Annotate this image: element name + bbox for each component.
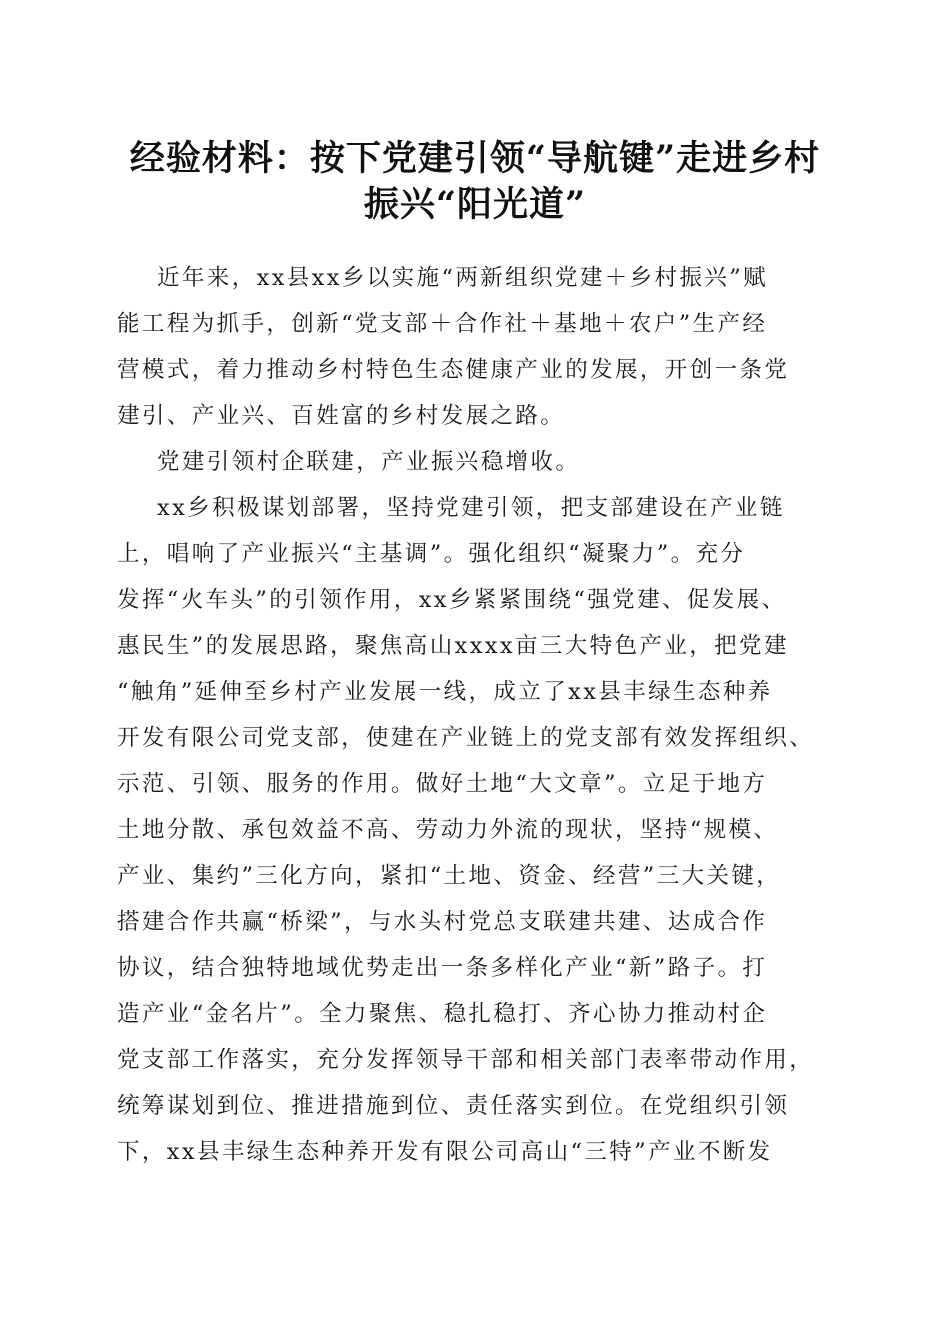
body-line: 产业、集约”三化方向，紧扣“土地、资金、经营”三大关键，	[117, 863, 782, 889]
body-line: 搭建合作共赢“桥梁”，与水头村党总支联建共建、达成合作	[117, 909, 768, 935]
body-line: 营模式，着力推动乡村特色生态健康产业的发展，开创一条党	[117, 357, 790, 383]
body-line: xx乡积极谋划部署，坚持党建引领，把支部建设在产业链	[157, 495, 785, 521]
body-line: 开发有限公司党支部，使建在产业链上的党支部有效发挥组织、	[117, 725, 815, 751]
page-title	[100, 136, 850, 228]
body-line: 下，xx县丰绿生态种养开发有限公司高山“三特”产业不断发	[117, 1139, 773, 1165]
body-line: 示范、引领、服务的作用。做好土地“大文章”。立足于地方	[117, 771, 768, 797]
body-line: 土地分散、承包效益不高、劳动力外流的现状，坚持“规模、	[117, 817, 779, 843]
body-line: “触角”延伸至乡村产业发展一线，成立了xx县丰绿生态种养	[117, 679, 773, 705]
body-line: 建引、产业兴、百姓富的乡村发展之路。	[117, 403, 566, 429]
body-line: 近年来，xx县xx乡以实施“两新组织党建＋乡村振兴”赋	[157, 265, 769, 291]
body-line: 造产业“金名片”。全力聚焦、稳扎稳打、齐心协力推动村企	[117, 1001, 768, 1027]
body-line: 党支部工作落实，充分发挥领导干部和相关部门表率带动作用，	[117, 1047, 815, 1073]
body-line: 发挥“火车头”的引领作用，xx乡紧紧围绕“强党建、促发展、	[117, 587, 787, 613]
section-heading: 党建引领村企联建，产业振兴稳增收。	[157, 449, 581, 475]
body-line: 协议，结合独特地域优势走出一条多样化产业“新”路子。打	[117, 955, 768, 981]
title-line-1: 经验材料：按下党建引领“导航键”走进乡村	[129, 138, 821, 179]
body-line: 上，唱响了产业振兴“主基调”。强化组织“凝聚力”。充分	[117, 541, 746, 567]
body-line: 统筹谋划到位、推进措施到位、责任落实到位。在党组织引领	[117, 1093, 790, 1119]
document-body	[117, 255, 832, 1175]
body-line: 惠民生”的发展思路，聚焦高山xxxx亩三大特色产业，把党建	[117, 633, 789, 659]
title-line-2: 振兴“阳光道”	[363, 184, 587, 225]
body-line: 能工程为抓手，创新“党支部＋合作社＋基地＋农户”生产经	[117, 311, 768, 337]
